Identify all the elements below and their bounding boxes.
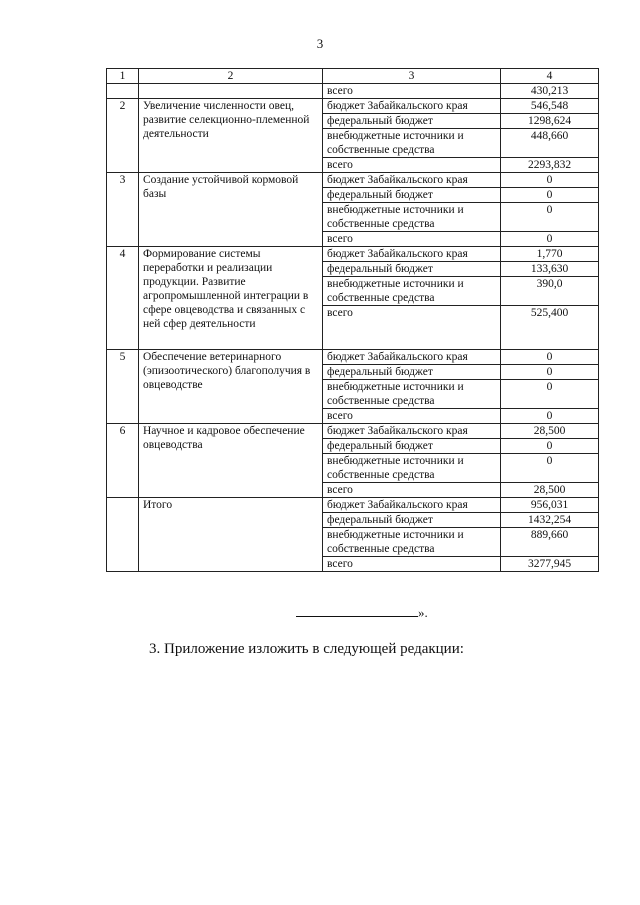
funding-value: 0 — [501, 232, 599, 247]
funding-value: 0 — [501, 203, 599, 232]
funding-source: внебюджетные источники и собственные средства — [323, 203, 501, 232]
funding-value: 133,630 — [501, 262, 599, 277]
funding-source: внебюджетные источники и собственные средства — [323, 454, 501, 483]
funding-source: бюджет Забайкальского края — [323, 247, 501, 262]
funding-value: 0 — [501, 188, 599, 203]
funding-source: всего — [323, 557, 501, 572]
page-number: 3 — [316, 36, 324, 51]
funding-source: всего — [323, 232, 501, 247]
funding-source: внебюджетные источники и собственные средства — [323, 528, 501, 557]
funding-source: всего — [323, 84, 501, 99]
funding-value: 0 — [501, 380, 599, 409]
funding-source: всего — [323, 306, 501, 350]
table-row — [107, 350, 599, 365]
table-row — [107, 99, 599, 114]
funding-value: 0 — [501, 454, 599, 483]
funding-source: всего — [323, 483, 501, 498]
table-row — [107, 498, 599, 513]
header-col-2: 2 — [139, 69, 323, 84]
table-row — [107, 173, 599, 188]
funding-value: 0 — [501, 350, 599, 365]
row-number: 6 — [107, 424, 139, 498]
signature-line — [296, 604, 418, 617]
header-col-1: 1 — [107, 69, 139, 84]
row-number: 5 — [107, 350, 139, 424]
funding-source: бюджет Забайкальского края — [323, 99, 501, 114]
table-row-continuation — [107, 84, 599, 99]
activity-name: Научное и кадровое обеспечение овцеводства — [139, 424, 323, 498]
funding-value: 889,660 — [501, 528, 599, 557]
funding-value: 1,770 — [501, 247, 599, 262]
funding-value: 28,500 — [501, 424, 599, 439]
funding-source: всего — [323, 409, 501, 424]
funding-source: внебюджетные источники и собственные средства — [323, 129, 501, 158]
funding-value: 525,400 — [501, 306, 599, 350]
funding-source: бюджет Забайкальского края — [323, 498, 501, 513]
table-row — [107, 247, 599, 262]
activity-name: Формирование системы переработки и реализации продукции. Развитие агропромышленной интеграции в сфере овцеводства и связанных с ней сфер деятельности — [139, 247, 323, 350]
funding-source: внебюджетные источники и собственные средства — [323, 277, 501, 306]
funding-source: федеральный бюджет — [323, 439, 501, 454]
closing-mark — [296, 604, 428, 621]
budget-table — [106, 68, 599, 572]
funding-source: бюджет Забайкальского края — [323, 424, 501, 439]
header-col-4: 4 — [501, 69, 599, 84]
closing-quote: ». — [418, 605, 428, 620]
funding-value: 430,213 — [501, 84, 599, 99]
funding-value: 0 — [501, 439, 599, 454]
funding-value: 390,0 — [501, 277, 599, 306]
funding-source: федеральный бюджет — [323, 365, 501, 380]
activity-name: Увеличение численности овец, развитие селекционно-племенной деятельности — [139, 99, 323, 173]
funding-value: 0 — [501, 409, 599, 424]
row-number — [107, 498, 139, 572]
funding-value: 3277,945 — [501, 557, 599, 572]
table-row — [107, 424, 599, 439]
funding-source: всего — [323, 158, 501, 173]
funding-value: 448,660 — [501, 129, 599, 158]
funding-source: федеральный бюджет — [323, 262, 501, 277]
funding-value: 2293,832 — [501, 158, 599, 173]
funding-source: бюджет Забайкальского края — [323, 350, 501, 365]
funding-source: внебюджетные источники и собственные средства — [323, 380, 501, 409]
funding-source: федеральный бюджет — [323, 188, 501, 203]
amendment-paragraph: 3. Приложение изложить в следующей редакции: — [149, 641, 464, 657]
activity-name: Итого — [139, 498, 323, 572]
funding-value: 0 — [501, 173, 599, 188]
funding-value: 546,548 — [501, 99, 599, 114]
funding-value: 956,031 — [501, 498, 599, 513]
funding-source: федеральный бюджет — [323, 114, 501, 129]
funding-source: федеральный бюджет — [323, 513, 501, 528]
activity-name: Создание устойчивой кормовой базы — [139, 173, 323, 247]
header-col-3: 3 — [323, 69, 501, 84]
funding-source: бюджет Забайкальского края — [323, 173, 501, 188]
funding-value: 0 — [501, 365, 599, 380]
row-number: 3 — [107, 173, 139, 247]
table-body — [107, 84, 599, 572]
funding-value: 28,500 — [501, 483, 599, 498]
table-header-row — [107, 69, 599, 84]
funding-value: 1298,624 — [501, 114, 599, 129]
row-number: 2 — [107, 99, 139, 173]
funding-value: 1432,254 — [501, 513, 599, 528]
activity-name: Обеспечение ветеринарного (эпизоотического) благополучия в овцеводстве — [139, 350, 323, 424]
row-number: 4 — [107, 247, 139, 350]
